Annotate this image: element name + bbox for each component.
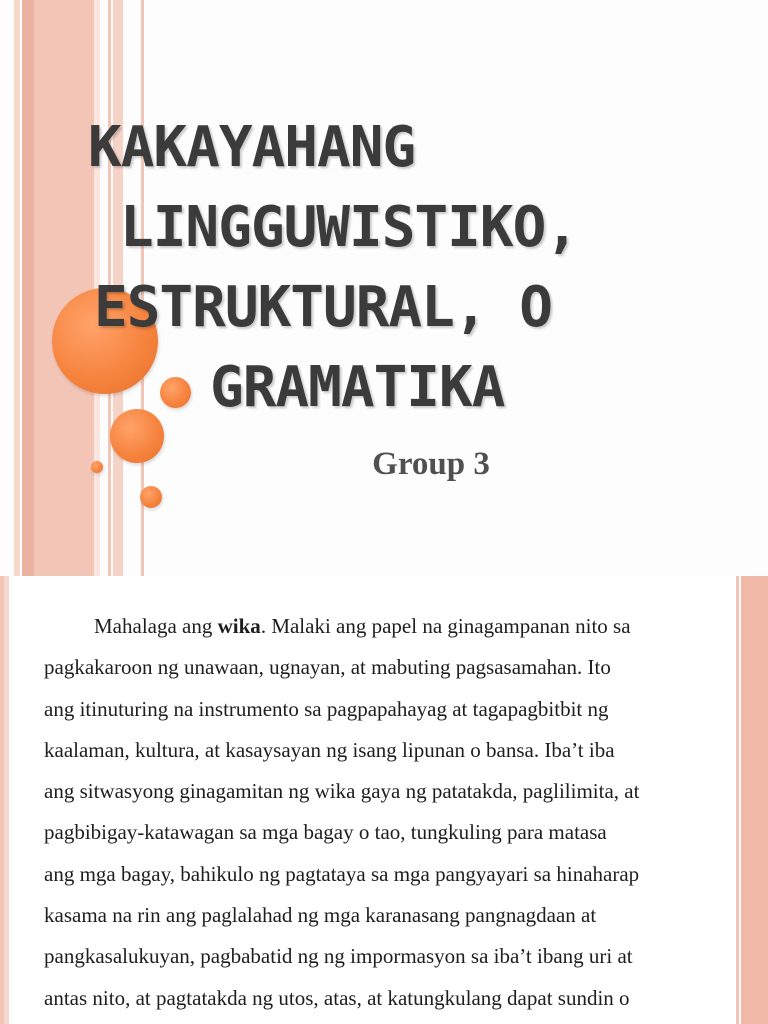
decorative-stripe [22,0,34,576]
title-line: GRAMATIKA [210,355,505,420]
page-edge-stripe [741,576,768,1024]
emphasized-word: wika [217,614,261,638]
paragraph-line: kaalaman, kultura, at kasaysayan ng isang lipunan o bansa. Iba’t iba [44,737,615,762]
title-line: KAKAYAHANG [88,115,416,180]
decorative-stripe [34,0,94,576]
slide-title [88,108,748,428]
paragraph-line: pangkasalukuyan, pagbabatid ng ng impormasyon sa iba’t ibang uri at [44,944,633,969]
document-page [0,576,768,1024]
paragraph-line: ang sitwasyong ginagamitan ng wika gaya ng patatakda, paglilimita, at [44,779,640,804]
decorative-circle-small [140,486,162,508]
paragraph-line: pagkakaroon ng unawaan, ugnayan, at mabuting pagsasamahan. Ito [44,655,611,680]
paragraph-line: ang mga bagay, bahikulo ng pagtataya sa mga pangyayari sa hinaharap [44,861,640,886]
paragraph-line [44,606,712,647]
paragraph-line: pagbibigay-katawagan sa mga bagay o tao, tungkuling para matasa [44,820,607,845]
slide-subtitle: Group 3 [372,446,490,482]
line-text: Mahalaga ang [94,614,218,638]
paragraph-line: antas nito, at pagtatakda ng utos, atas, at katungkulang dapat sundin o [44,985,630,1010]
body-paragraph [44,606,712,1019]
title-line: LINGGUWISTIKO, [120,195,579,260]
paragraph-line: kasama na rin ang paglalahad ng mga karanasang pangnagdaan at [44,903,597,928]
page-edge-stripe [736,576,739,1024]
paragraph-line: ang itinuturing na instrumento sa pagpapahayag at tagapagbitbit ng [44,696,609,721]
page-edge-stripe [4,576,9,1024]
line-text: . Malaki ang papel na ginagampanan nito sa [260,614,631,638]
decorative-stripe [14,0,20,576]
title-line: ESTRUKTURAL, O [94,275,553,340]
